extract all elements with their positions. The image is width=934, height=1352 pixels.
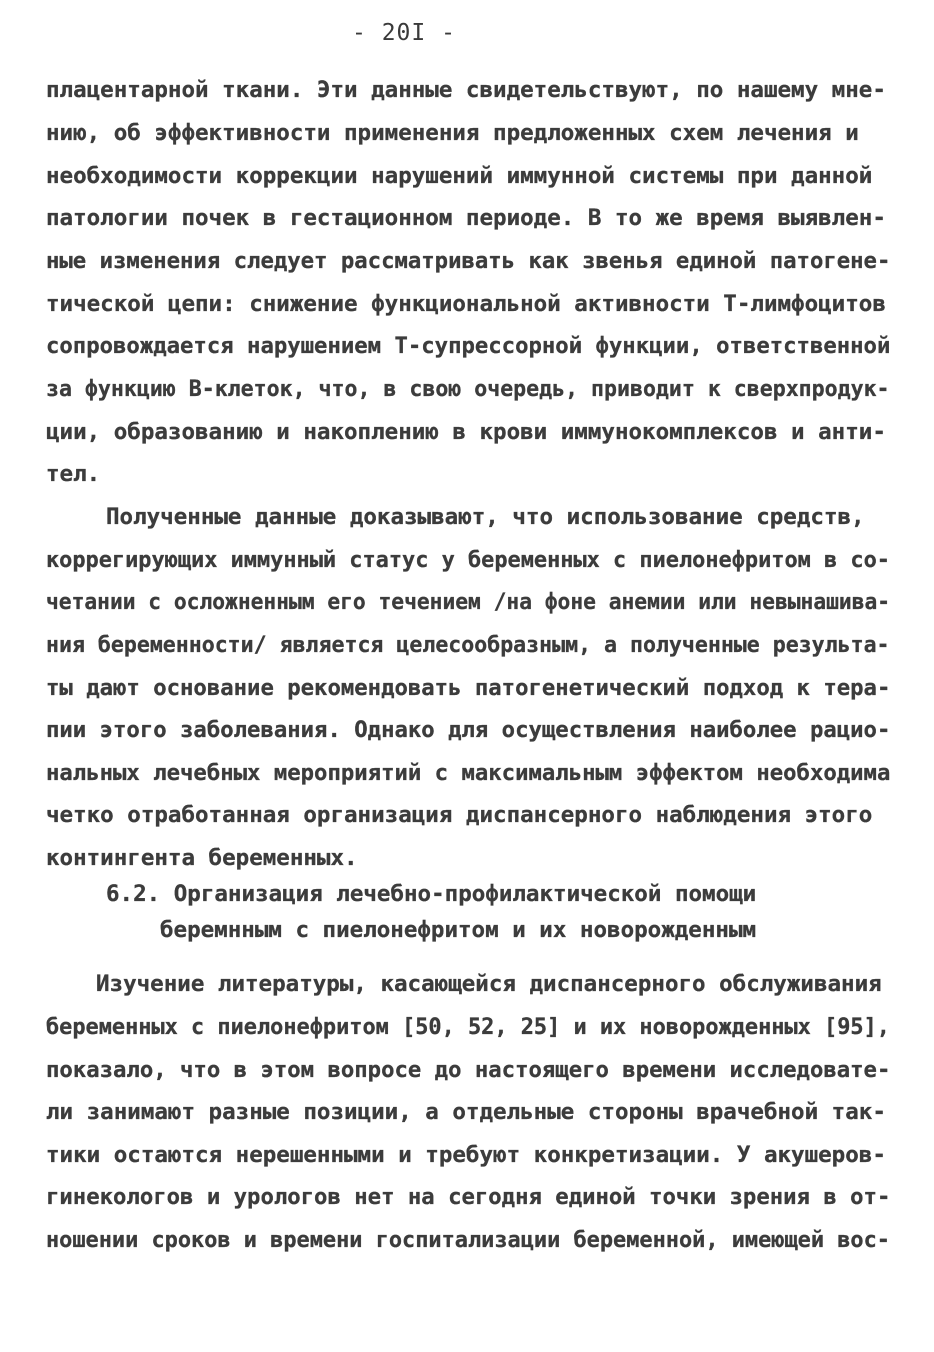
- text-line: четко отработанная организация диспансерного наблюдения этого: [46, 802, 873, 828]
- text-line: беременных с пиелонефритом [50, 52, 25] и их новорожденных [95],: [46, 1014, 890, 1040]
- text-line: тической цепи: снижение функциональной активности Т-лимфоцитов: [46, 291, 886, 317]
- text-line: плацентарной ткани. Эти данные свидетельствуют, по нашему мне-: [46, 77, 886, 103]
- text-line: ношении сроков и времени госпитализации беременной, имеющей вос-: [46, 1227, 890, 1253]
- text-line: нию, об эффективности применения предложенных схем лечения и: [46, 120, 859, 146]
- text-line: контингента беременных.: [46, 845, 358, 871]
- text-line: за функцию В-клеток, что, в свою очередь, приводит к сверхпродук-: [46, 376, 890, 402]
- text-line: необходимости коррекции нарушений иммунной системы при данной: [46, 163, 873, 189]
- text-line: Изучение литературы, касающейся диспансерного обслуживания: [96, 971, 882, 997]
- text-line: коррегирующих иммунный статус у беременных с пиелонефритом в со-: [46, 547, 890, 573]
- page-number: - 20I -: [352, 20, 456, 46]
- text-line: ты дают основание рекомендовать патогенетический подход к тера-: [46, 675, 891, 701]
- text-line: четании с осложненным его течением /на фоне анемии или невынашива-: [46, 589, 891, 615]
- text-line: тел.: [46, 461, 101, 487]
- text-line: сопровождается нарушением Т-супрессорной функции, ответственной: [46, 333, 891, 359]
- text-line: Полученные данные доказывают, что использование средств,: [106, 504, 865, 530]
- text-line: показало, что в этом вопросе до настоящего времени исследовате-: [46, 1057, 891, 1083]
- text-line: ния беременности/ является целесообразным, а полученные результа-: [46, 632, 890, 658]
- section-heading-line-2: беремнным с пиелонефритом и их новорожденным: [160, 917, 757, 943]
- text-line: ли занимают разные позиции, а отдельные стороны врачебной так-: [46, 1099, 886, 1125]
- text-line: ции, образованию и накоплению в крови иммунокомплексов и анти-: [46, 419, 886, 445]
- text-line: пии этого заболевания. Однако для осуществления наиболее рацио-: [46, 717, 891, 743]
- text-line: тики остаются нерешенными и требуют конкретизации. У акушеров-: [46, 1142, 886, 1168]
- text-line: патологии почек в гестационном периоде. В то же время выявлен-: [46, 205, 886, 231]
- text-line: гинекологов и урологов нет на сегодня единой точки зрения в от-: [46, 1184, 891, 1210]
- text-line: ные изменения следует рассматривать как звенья единой патогене-: [46, 248, 891, 274]
- section-heading-line-1: 6.2. Организация лечебно-профилактической помощи: [106, 881, 757, 907]
- text-line: нальных лечебных мероприятий с максимальным эффектом необходима: [46, 760, 891, 786]
